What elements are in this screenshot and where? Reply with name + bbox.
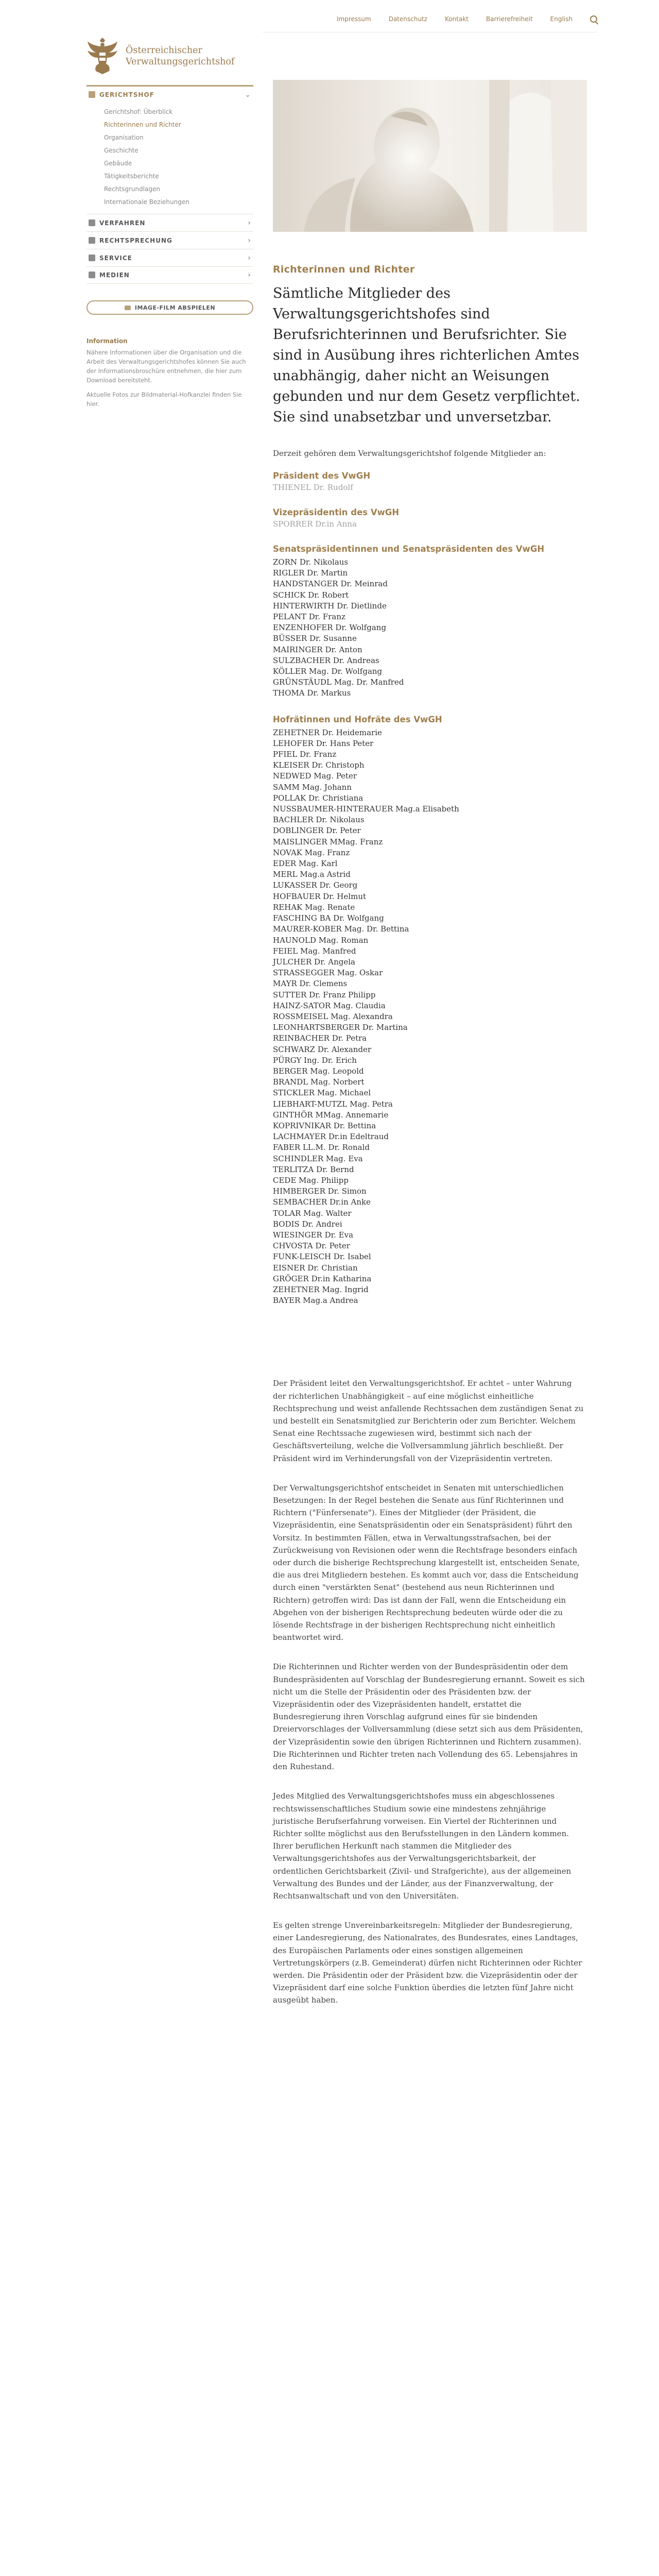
member-name[interactable]: GRÖGER Dr.in Katharina <box>273 1274 372 1283</box>
sidebar-item-service[interactable] <box>86 249 253 266</box>
court-members-heading: Hofrätinnen und Hofräte des VwGH <box>273 714 442 724</box>
member-name[interactable]: LUKASSER Dr. Georg <box>273 880 358 890</box>
logo-line-1: Österreichischer <box>126 45 202 56</box>
member-name[interactable]: GRÜNSTÄUDL Mag. Dr. Manfred <box>273 677 404 687</box>
sidebar-item-label: MEDIEN <box>99 272 130 279</box>
jurisdiction-icon <box>89 237 95 244</box>
submenu-item-organisation[interactable]: Organisation <box>104 134 144 141</box>
description-paragraph: Die Richterinnen und Richter werden von der Bundespräsidentin oder dem Bundespräsidenten auf Vorschlag der Bundesregierung ernannt. Soweit es sich nicht um die Stelle der Präsidentin oder des Präsidenten bzw. der Vizepräsidentin oder des Vizepräsidenten handelt, erstattet die Bundesregierung ihren Vorschlag aufgrund eines für sie bindenden Dreiervorschlages der Vollversammlung (diese setzt sich aus dem Präsidenten, der Vizepräsidentin sowie den übrigen Richterinnen und Richtern zusammen). Die Richterinnen und Richter treten nach Vollendung des 65. Lebensjahres in den Ruhestand. <box>273 1662 585 1772</box>
spacer <box>273 1306 587 1377</box>
image-film-button[interactable] <box>86 300 253 315</box>
chevron-right-icon: › <box>248 218 251 227</box>
member-name[interactable]: HINTERWIRTH Dr. Dietlinde <box>273 601 387 611</box>
member-name[interactable]: LEONHARTSBERGER Dr. Martina <box>273 1023 408 1032</box>
description-paragraph: Der Präsident leitet den Verwaltungsgerichtshof. Er achtet – unter Wahrung der richterlichen Unabhängigkeit – auf eine möglichst einheitliche Rechtsprechung und weist anfallende Rechtssachen dem zuständigen Senat zu und bestellt ein Senatsmitglied zur Berichterin oder zum Berichter. Welchem Senat eine Rechtssache zugewiesen wird, bestimmt sich nach der Geschäftsverteilung, welche die Vollversammlung jährlich beschließt. Der Präsident wird im Verhinderungsfall von der Vizepräsidentin vertreten. <box>273 1379 584 1463</box>
member-name[interactable]: TERLITZA Dr. Bernd <box>273 1164 354 1174</box>
member-name[interactable]: STRASSEGGER Mag. Oskar <box>273 968 383 978</box>
member-name[interactable]: MAURER-KOBER Mag. Dr. Bettina <box>273 924 409 934</box>
member-name[interactable]: DOBLINGER Dr. Peter <box>273 826 361 836</box>
member-name[interactable]: SAMM Mag. Johann <box>273 782 352 792</box>
member-name[interactable]: RIGLER Dr. Martin <box>273 568 348 578</box>
sidebar-submenu <box>86 103 253 214</box>
member-name[interactable]: WIESINGER Dr. Eva <box>273 1230 354 1240</box>
description-paragraph: Der Verwaltungsgerichtshof entscheidet in Senaten mit unterschiedlichen Besetzungen: In der Regel bestehen die Senate aus fünf Richterinnen und Richtern ("Fünfersenate"). Eines der Mitglieder (der Präsident, die Vizepräsidentin, eine Senatspräsidentin oder ein Senatspräsident) führt den Vorsitz. In bestimmten Fällen, etwa in Verwaltungsstrafsachen, bei der Zurückweisung von Revisionen oder wenn die Rechtsfrage besonders einfach oder durch die bisherige Rechtsprechung klargestellt ist, entscheiden Senate, die aus drei Mitgliedern bestehen. Es kommt auch vor, dass die Entscheidung durch einen "verstärkten Senat" (bestehend aus neun Richterinnen und Richtern) getroffen wird: Das ist dann der Fall, wenn die Entscheidung ein Abgehen von der bisherigen Rechtsprechung bedeuten würde oder die zu lösende Rechtsfrage in der bisherigen Rechtsprechung nicht einheitlich beantwortet wird. <box>273 1483 580 1642</box>
member-name[interactable]: BODIS Dr. Andrei <box>273 1219 342 1229</box>
member-name[interactable]: HAINZ-SATOR Mag. Claudia <box>273 1001 386 1010</box>
member-name[interactable]: EDER Mag. Karl <box>273 859 338 869</box>
sidebar-item-label: GERICHTSHOF <box>99 91 154 98</box>
member-name[interactable]: ROSSMEISEL Mag. Alexandra <box>273 1011 393 1021</box>
member-name[interactable]: MERL Mag.a Astrid <box>273 870 351 879</box>
member-name[interactable]: GINTHÖR MMag. Annemarie <box>273 1110 389 1120</box>
member-name[interactable]: BACHLER Dr. Nikolaus <box>273 815 365 825</box>
member-name[interactable]: REINBACHER Dr. Petra <box>273 1033 367 1043</box>
senate-presidents-list <box>273 557 587 699</box>
member-name[interactable]: BÜSSER Dr. Susanne <box>273 634 357 643</box>
member-name[interactable]: SULZBACHER Dr. Andreas <box>273 655 379 665</box>
member-name[interactable]: LACHMAYER Dr.in Edeltraud <box>273 1132 389 1142</box>
top-navigation <box>337 15 597 23</box>
sidebar-item-gerichtshof[interactable] <box>86 85 253 103</box>
member-name[interactable]: POLLAK Dr. Christiana <box>273 793 363 803</box>
search-icon[interactable] <box>590 15 597 23</box>
logo-line-2: Verwaltungsgerichtshof <box>126 57 235 67</box>
chevron-right-icon: › <box>248 253 251 262</box>
submenu-item-legal-basis[interactable]: Rechtsgrundlagen <box>104 185 161 193</box>
info-text-photos: Aktuelle Fotos zur Bildmaterial-Hofkanzlei finden Sie hier. <box>86 391 242 408</box>
submenu-item-international[interactable]: Internationale Beziehungen <box>104 198 189 206</box>
member-name[interactable]: HIMBERGER Dr. Simon <box>273 1187 367 1196</box>
sidebar-item-medien[interactable] <box>86 266 253 284</box>
image-film-label: IMAGE-FILM ABSPIELEN <box>134 304 216 311</box>
chevron-down-icon: ⌄ <box>245 90 251 99</box>
member-name[interactable]: SCHWARZ Dr. Alexander <box>273 1044 372 1054</box>
nav-kontakt[interactable]: Kontakt <box>445 15 469 23</box>
member-name[interactable]: HOFBAUER Dr. Helmut <box>273 891 367 901</box>
court-members-list <box>273 727 587 1307</box>
member-name[interactable]: STICKLER Mag. Michael <box>273 1088 371 1098</box>
submenu-item-history[interactable]: Geschichte <box>104 147 138 154</box>
intro-paragraph: Derzeit gehören dem Verwaltungsgerichtshof folgende Mitglieder an: <box>273 449 546 458</box>
sidebar-item-rechtsprechung[interactable] <box>86 231 253 249</box>
nav-barrierefreiheit[interactable]: Barrierefreiheit <box>486 15 533 23</box>
member-name[interactable]: REHAK Mag. Renate <box>273 902 355 912</box>
member-name[interactable]: ZEHETNER Dr. Heidemarie <box>273 727 382 737</box>
nav-datenschutz[interactable]: Datenschutz <box>388 15 428 23</box>
vice-president-name[interactable]: SPORRER Dr.in Anna <box>273 519 357 529</box>
info-text-brochure: Nähere Informationen über die Organisation und die Arbeit des Verwaltungsgerichtshofes können Sie auch der Informationsbroschüre entnehmen, die hier zum Download bereitsteht. <box>86 349 246 384</box>
procedure-icon <box>89 219 95 226</box>
sidebar-item-label: SERVICE <box>99 254 132 262</box>
member-name[interactable]: ENZENHOFER Dr. Wolfgang <box>273 623 387 633</box>
member-name[interactable]: NOVAK Mag. Franz <box>273 848 350 857</box>
description-paragraph: Es gelten strenge Unvereinbarkeitsregeln: Mitglieder der Bundesregierung, einer Landesregierung, des Nationalrates, des Bundesrates, eines Landtages, des Europäischen Parlaments oder eines sonstigen allgemeinen Vertretungskörpers (z.B. Gemeinderat) dürfen nicht Richterinnen oder Richter werden. Die Präsidentin oder der Präsident bzw. die Vizepräsidentin oder der Vizepräsident darf eine solche Funktion überdies die letzten fünf Jahre nicht ausgeübt haben. <box>273 1921 582 2005</box>
site-logo[interactable] <box>86 37 234 75</box>
sidebar-item-label: VERFAHREN <box>99 219 146 227</box>
member-name[interactable]: TOLAR Mag. Walter <box>273 1208 352 1218</box>
member-name[interactable]: SEMBACHER Dr.in Anke <box>273 1197 371 1207</box>
submenu-item-judges[interactable]: Richterinnen und Richter <box>104 121 181 128</box>
statue-photo-icon <box>273 80 587 232</box>
member-name[interactable]: MAIRINGER Dr. Anton <box>273 645 362 654</box>
sidebar-item-label: RECHTSPRECHUNG <box>99 236 172 244</box>
president-heading: Präsident des VwGH <box>273 471 371 481</box>
submenu-item-reports[interactable]: Tätigkeitsberichte <box>104 173 159 180</box>
member-name[interactable]: SCHINDLER Mag. Eva <box>273 1154 363 1163</box>
member-name[interactable]: FASCHING BA Dr. Wolfgang <box>273 913 384 923</box>
member-name[interactable]: FUNK-LEISCH Dr. Isabel <box>273 1252 371 1262</box>
description-paragraphs <box>273 1377 587 2006</box>
nav-english[interactable]: English <box>550 15 573 23</box>
member-name[interactable]: BRANDL Mag. Norbert <box>273 1077 365 1087</box>
media-icon <box>89 272 95 278</box>
member-name[interactable]: LIEBHART-MUTZL Mag. Petra <box>273 1099 393 1109</box>
member-name[interactable]: PÜRGY Ing. Dr. Erich <box>273 1055 357 1065</box>
member-name[interactable]: CEDE Mag. Philipp <box>273 1175 349 1185</box>
senate-presidents-heading: Senatspräsidentinnen und Senatspräsidenten des VwGH <box>273 544 545 554</box>
description-paragraph: Jedes Mitglied des Verwaltungsgerichtshofes muss ein abgeschlossenes rechtswissenschaftliches Studium sowie eine mindestens zehnjährige juristische Berufserfahrung vorweisen. Ein Viertel der Richterinnen und Richter sollte möglichst aus den Berufsstellungen in den Ländern kommen. Ihrer beruflichen Herkunft nach stammen die Mitglieder des Verwaltungsgerichtshofes aus der Verwaltungsgerichtsbarkeit, der ordentlichen Gerichtsbarkeit (Zivil- und Strafgerichte), aus der allgemeinen Verwaltung des Bundes und der Länder, aus der Finanzverwaltung, der Rechtsanwaltschaft und von den Universitäten. <box>273 1791 571 1901</box>
lead-paragraph: Sämtliche Mitglieder des Verwaltungsgerichtshofes sind Berufsrichterinnen und Berufsrichter. Sie sind in Ausübung ihres richterlichen Amtes unabhängig, daher nicht an Weisungen gebunden und nur dem Gesetz verpflichtet. Sie sind unabsetzbar und unversetzbar. <box>273 285 580 425</box>
sidebar-item-verfahren[interactable] <box>86 214 253 231</box>
member-name[interactable]: SUTTER Dr. Franz Philipp <box>273 990 376 999</box>
member-name[interactable]: NUSSBAUMER-HINTERAUER Mag.a Elisabeth <box>273 804 459 814</box>
vice-president-heading: Vizepräsidentin des VwGH <box>273 507 400 517</box>
camera-icon <box>125 306 131 310</box>
member-name[interactable]: NEDWED Mag. Peter <box>273 771 357 781</box>
member-name[interactable]: KÖLLER Mag. Dr. Wolfgang <box>273 667 383 676</box>
main-content <box>273 264 587 2024</box>
member-name[interactable]: THOMA Dr. Markus <box>273 688 351 698</box>
nav-impressum[interactable]: Impressum <box>337 15 371 23</box>
logo-wordmark <box>126 45 234 67</box>
member-name[interactable]: PFIEL Dr. Franz <box>273 750 337 759</box>
chevron-right-icon: › <box>248 236 251 245</box>
member-name[interactable]: MAISLINGER MMag. Franz <box>273 837 383 846</box>
eagle-crest-icon <box>86 37 118 75</box>
hero-image-statue <box>273 80 587 232</box>
member-name[interactable]: ZORN Dr. Nikolaus <box>273 557 349 567</box>
submenu-item-overview[interactable]: Gerichtshof: Überblick <box>104 108 173 115</box>
member-name[interactable]: CHVOSTA Dr. Peter <box>273 1241 350 1251</box>
member-name[interactable]: HANDSTANGER Dr. Meinrad <box>273 579 388 589</box>
member-name[interactable]: FABER LL.M. Dr. Ronald <box>273 1143 370 1153</box>
page-title: Richterinnen und Richter <box>273 264 415 275</box>
member-name[interactable]: PELANT Dr. Franz <box>273 612 345 622</box>
member-name[interactable]: BERGER Mag. Leopold <box>273 1066 364 1076</box>
member-name[interactable]: FEIEL Mag. Manfred <box>273 946 356 956</box>
member-name[interactable]: ZEHETNER Mag. Ingrid <box>273 1285 369 1294</box>
member-name[interactable]: KOPRIVNIKAR Dr. Bettina <box>273 1121 376 1130</box>
member-name[interactable]: SCHICK Dr. Robert <box>273 590 349 600</box>
court-icon <box>89 91 95 98</box>
sidebar <box>86 85 253 409</box>
member-name[interactable]: EISNER Dr. Christian <box>273 1263 358 1273</box>
member-name[interactable]: LEHOFER Dr. Hans Peter <box>273 738 374 748</box>
member-name[interactable]: JULCHER Dr. Angela <box>273 957 355 967</box>
chevron-right-icon: › <box>248 271 251 279</box>
president-name[interactable]: THIENEL Dr. Rudolf <box>273 483 353 492</box>
member-name[interactable]: BAYER Mag.a Andrea <box>273 1296 358 1306</box>
member-name[interactable]: HAUNOLD Mag. Roman <box>273 935 369 945</box>
info-heading: Information <box>86 337 128 345</box>
member-name[interactable]: MAYR Dr. Clemens <box>273 979 348 989</box>
member-name[interactable]: KLEISER Dr. Christoph <box>273 760 365 770</box>
submenu-item-building[interactable]: Gebäude <box>104 160 132 167</box>
service-icon <box>89 255 95 261</box>
